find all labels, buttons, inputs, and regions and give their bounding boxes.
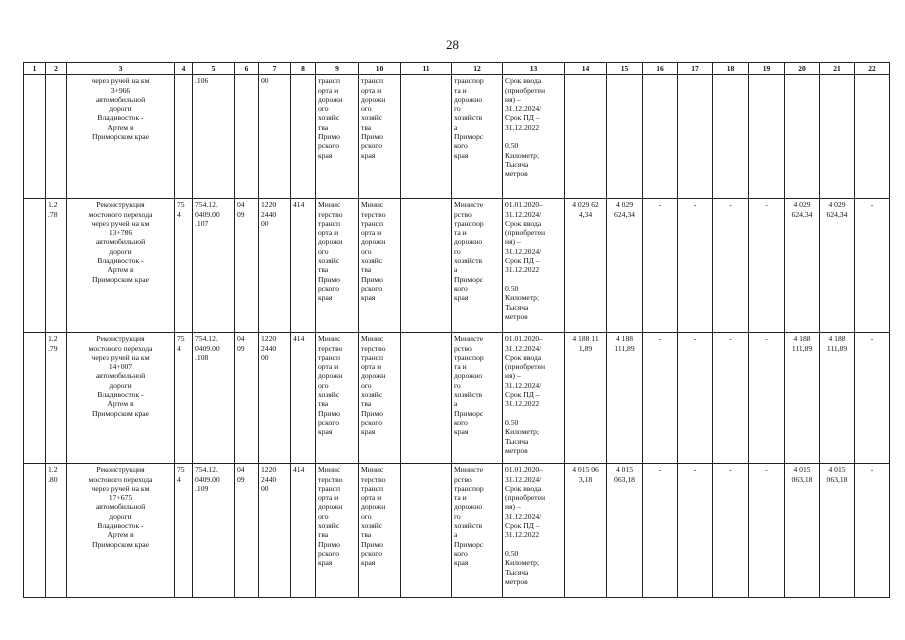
cell-code-grbs <box>175 464 193 598</box>
column-header-11: 11 <box>401 63 452 75</box>
cell-col-22 <box>855 199 890 333</box>
cell-text: Реконструкция мостового перехода через ручей на км 14+007 автомобильной дороги Владивосток - Артем в Приморском крае <box>88 334 153 418</box>
cell-text: трансп орта и дорожн ого хозяйс тва Примо рского края <box>318 76 343 160</box>
cell-amount-col-20 <box>785 199 820 333</box>
column-header-17: 17 <box>678 63 713 75</box>
cell-text: 4 029 624,34 <box>614 200 635 219</box>
cell-owner <box>452 333 503 464</box>
cell-text: 1.2 .78 <box>48 200 58 219</box>
cell-deadlines-capacity <box>503 333 565 464</box>
cell-text: 1220 2440 00 <box>261 465 277 493</box>
cell-deadlines-capacity <box>503 199 565 333</box>
column-header-6: 6 <box>235 63 259 75</box>
cell-text: 4 029 62 4,34 <box>572 200 599 219</box>
cell-row-marker <box>24 333 46 464</box>
cell-amount-col-20 <box>785 75 820 199</box>
cell-amount-col-21 <box>820 464 855 598</box>
column-header-15: 15 <box>607 63 643 75</box>
cell-object-name <box>67 199 175 333</box>
cell-amount-col-21 <box>820 199 855 333</box>
cell-amount-col-21 <box>820 333 855 464</box>
table-body <box>24 63 890 598</box>
cell-owner <box>452 464 503 598</box>
cell-deadlines-capacity <box>503 464 565 598</box>
cell-expense-type <box>291 333 316 464</box>
cell-object-name <box>67 464 175 598</box>
cell-text: .106 <box>195 76 209 86</box>
cell-text: 04 09 <box>237 465 245 484</box>
cell-col-19 <box>749 464 785 598</box>
cell-developer <box>359 75 401 199</box>
cell-text: 754.12. 0409.00 .107 <box>195 200 220 228</box>
cell-total-cost <box>565 333 607 464</box>
cell-customer <box>316 464 359 598</box>
column-header-1: 1 <box>24 63 46 75</box>
cell-col-19 <box>749 199 785 333</box>
cell-text: 4 188 111,89 <box>614 334 635 353</box>
cell-col-17 <box>678 75 713 199</box>
cell-text: 75 4 <box>177 334 185 353</box>
table-row <box>24 75 890 199</box>
cell-text: 754.12. 0409.00 .109 <box>195 465 220 493</box>
cell-customer <box>316 75 359 199</box>
cell-amount-col-20 <box>785 464 820 598</box>
column-header-19: 19 <box>749 63 785 75</box>
cell-text: 1.2 .79 <box>48 334 58 353</box>
cell-subsection <box>259 333 291 464</box>
cell-total-cost <box>565 199 607 333</box>
cell-owner <box>452 75 503 199</box>
cell-col-16 <box>643 464 678 598</box>
cell-text: 04 09 <box>237 334 245 353</box>
cell-deadlines-capacity <box>503 75 565 199</box>
cell-col-18 <box>713 75 749 199</box>
cell-text: - <box>693 465 697 475</box>
cell-budget-total <box>607 199 643 333</box>
cell-target-article <box>193 75 235 199</box>
page-number: 28 <box>446 37 459 52</box>
cell-col-22 <box>855 333 890 464</box>
cell-text: 414 <box>293 200 305 210</box>
cell-text: 4 015 063,18 <box>614 465 635 484</box>
cell-code-grbs <box>175 75 193 199</box>
cell-col-17 <box>678 464 713 598</box>
cell-text: - <box>765 465 768 475</box>
table-row <box>24 333 890 464</box>
cell-text: Минис терство трансп орта и дорожн ого хозяйс тва Примо рского края <box>318 334 343 437</box>
header-row <box>24 63 890 75</box>
column-header-3: 3 <box>67 63 175 75</box>
column-header-10: 10 <box>359 63 401 75</box>
cell-customer <box>316 333 359 464</box>
cell-expense-type <box>291 199 316 333</box>
column-header-18: 18 <box>713 63 749 75</box>
cell-operator <box>401 333 452 464</box>
cell-text: 4 029 624,34 <box>791 200 813 219</box>
cell-text: Минис терство трансп орта и дорожн ого хозяйс тва Примо рского края <box>318 200 343 303</box>
cell-text: 1220 2440 00 <box>261 334 277 362</box>
cell-text: 01.01.2020– 31.12.2024/ Срок ввода (приобретен ия) – 31.12.2024/ Срок ПД – 31.12.2022 0.50 Километр; Тысяча метров <box>505 465 546 586</box>
cell-text: транспор та и дорожно го хозяйств а Приморс кого края <box>454 76 484 160</box>
cell-row-marker <box>24 199 46 333</box>
cell-text: Министе рство транспор та и дорожно го хозяйств а Приморс кого края <box>454 334 484 437</box>
column-header-12: 12 <box>452 63 503 75</box>
cell-developer <box>359 464 401 598</box>
cell-text: Минис терство трансп орта и дорожн ого хозяйс тва Примо рского края <box>361 200 386 303</box>
cell-text: 4 029 624,34 <box>826 200 848 219</box>
cell-budget-total <box>607 75 643 199</box>
cell-text: - <box>870 200 874 210</box>
table-row <box>24 199 890 333</box>
cell-col-17 <box>678 333 713 464</box>
cell-text: 414 <box>293 334 305 344</box>
cell-text: 01.01.2020– 31.12.2024/ Срок ввода (приобретен ия) – 31.12.2024/ Срок ПД – 31.12.2022 0.50 Километр; Тысяча метров <box>505 334 546 455</box>
cell-text: - <box>658 200 662 210</box>
cell-text: 4 015 06 3,18 <box>572 465 599 484</box>
cell-text: 4 188 111,89 <box>791 334 813 353</box>
cell-text: 4 188 111,89 <box>826 334 848 353</box>
cell-text: - <box>765 200 768 210</box>
column-header-16: 16 <box>643 63 678 75</box>
cell-total-cost <box>565 75 607 199</box>
cell-text: трансп орта и дорожн ого хозяйс тва Примо рского края <box>361 76 386 160</box>
cell-text: 75 4 <box>177 465 185 484</box>
cell-amount-col-21 <box>820 75 855 199</box>
cell-row-marker <box>24 464 46 598</box>
cell-subsection <box>259 75 291 199</box>
cell-text: Минис терство трансп орта и дорожн ого хозяйс тва Примо рского края <box>318 465 343 568</box>
column-header-20: 20 <box>785 63 820 75</box>
cell-text: 1220 2440 00 <box>261 200 277 228</box>
cell-budget-total <box>607 333 643 464</box>
column-header-22: 22 <box>855 63 890 75</box>
cell-developer <box>359 333 401 464</box>
cell-target-article <box>193 199 235 333</box>
cell-text: - <box>870 465 874 475</box>
cell-developer <box>359 199 401 333</box>
cell-text: 04 09 <box>237 200 245 219</box>
cell-expense-type <box>291 75 316 199</box>
cell-code-grbs <box>175 333 193 464</box>
cell-total-cost <box>565 464 607 598</box>
cell-text: Реконструкция мостового перехода через ручей на км 13+786 автомобильной дороги Владивосток - Артем в Приморском крае <box>88 200 153 284</box>
cell-text: - <box>658 334 662 344</box>
cell-item-number <box>46 75 67 199</box>
cell-amount-col-20 <box>785 333 820 464</box>
cell-section <box>235 464 259 598</box>
cell-text: 4 015 063,18 <box>826 465 848 484</box>
cell-target-article <box>193 464 235 598</box>
cell-target-article <box>193 333 235 464</box>
cell-section <box>235 333 259 464</box>
cell-text: Министе рство транспор та и дорожно го хозяйств а Приморс кого края <box>454 465 484 568</box>
cell-operator <box>401 75 452 199</box>
cell-text: - <box>870 334 874 344</box>
cell-text: Срок ввода (приобретен ия) – 31.12.2024/ Срок ПД – 31.12.2022 0.50 Километр; Тысяча метров <box>505 76 546 179</box>
cell-subsection <box>259 464 291 598</box>
document-table <box>23 62 890 598</box>
column-header-13: 13 <box>503 63 565 75</box>
cell-col-18 <box>713 199 749 333</box>
cell-customer <box>316 199 359 333</box>
column-header-21: 21 <box>820 63 855 75</box>
cell-text: Минис терство трансп орта и дорожн ого хозяйс тва Примо рского края <box>361 334 386 437</box>
column-header-4: 4 <box>175 63 193 75</box>
cell-text: Минис терство трансп орта и дорожн ого хозяйс тва Примо рского края <box>361 465 386 568</box>
cell-col-19 <box>749 75 785 199</box>
cell-text: 00 <box>261 76 269 86</box>
cell-row-marker <box>24 75 46 199</box>
cell-code-grbs <box>175 199 193 333</box>
cell-object-name <box>67 333 175 464</box>
cell-text: - <box>729 465 732 475</box>
column-header-14: 14 <box>565 63 607 75</box>
cell-col-22 <box>855 75 890 199</box>
column-header-8: 8 <box>291 63 316 75</box>
cell-col-19 <box>749 333 785 464</box>
cell-operator <box>401 199 452 333</box>
cell-text: Реконструкция мостового перехода через ручей на км 17+675 автомобильной дороги Владивосток - Артем в Приморском крае <box>88 465 153 549</box>
cell-text: через ручей на км 3+966 автомобильной дороги Владивосток - Артем в Приморском крае <box>91 76 150 142</box>
cell-text: - <box>729 334 732 344</box>
cell-text: 4 015 063,18 <box>791 465 813 484</box>
cell-col-17 <box>678 199 713 333</box>
cell-object-name <box>67 75 175 199</box>
cell-item-number <box>46 199 67 333</box>
cell-expense-type <box>291 464 316 598</box>
column-header-7: 7 <box>259 63 291 75</box>
cell-col-22 <box>855 464 890 598</box>
cell-item-number <box>46 333 67 464</box>
cell-text: - <box>658 465 662 475</box>
cell-text: - <box>765 334 768 344</box>
cell-subsection <box>259 199 291 333</box>
cell-text: 75 4 <box>177 200 185 219</box>
cell-text: 01.01.2020– 31.12.2024/ Срок ввода (приобретен ия) – 31.12.2024/ Срок ПД – 31.12.2022 0.50 Километр; Тысяча метров <box>505 200 546 321</box>
column-header-2: 2 <box>46 63 67 75</box>
cell-text: - <box>729 200 732 210</box>
column-header-9: 9 <box>316 63 359 75</box>
cell-budget-total <box>607 464 643 598</box>
table-row <box>24 464 890 598</box>
column-header-5: 5 <box>193 63 235 75</box>
cell-text: - <box>693 334 697 344</box>
cell-section <box>235 75 259 199</box>
cell-text: 4 188 11 1,89 <box>572 334 599 353</box>
cell-col-16 <box>643 199 678 333</box>
cell-col-18 <box>713 333 749 464</box>
cell-text: 754.12. 0409.00 .108 <box>195 334 220 362</box>
cell-col-16 <box>643 75 678 199</box>
cell-item-number <box>46 464 67 598</box>
cell-text: Министе рство транспор та и дорожно го хозяйств а Приморс кого края <box>454 200 484 303</box>
cell-text: 1.2 .80 <box>48 465 58 484</box>
cell-operator <box>401 464 452 598</box>
cell-text: 414 <box>293 465 305 475</box>
cell-section <box>235 199 259 333</box>
cell-col-18 <box>713 464 749 598</box>
cell-text: - <box>693 200 697 210</box>
cell-owner <box>452 199 503 333</box>
cell-col-16 <box>643 333 678 464</box>
